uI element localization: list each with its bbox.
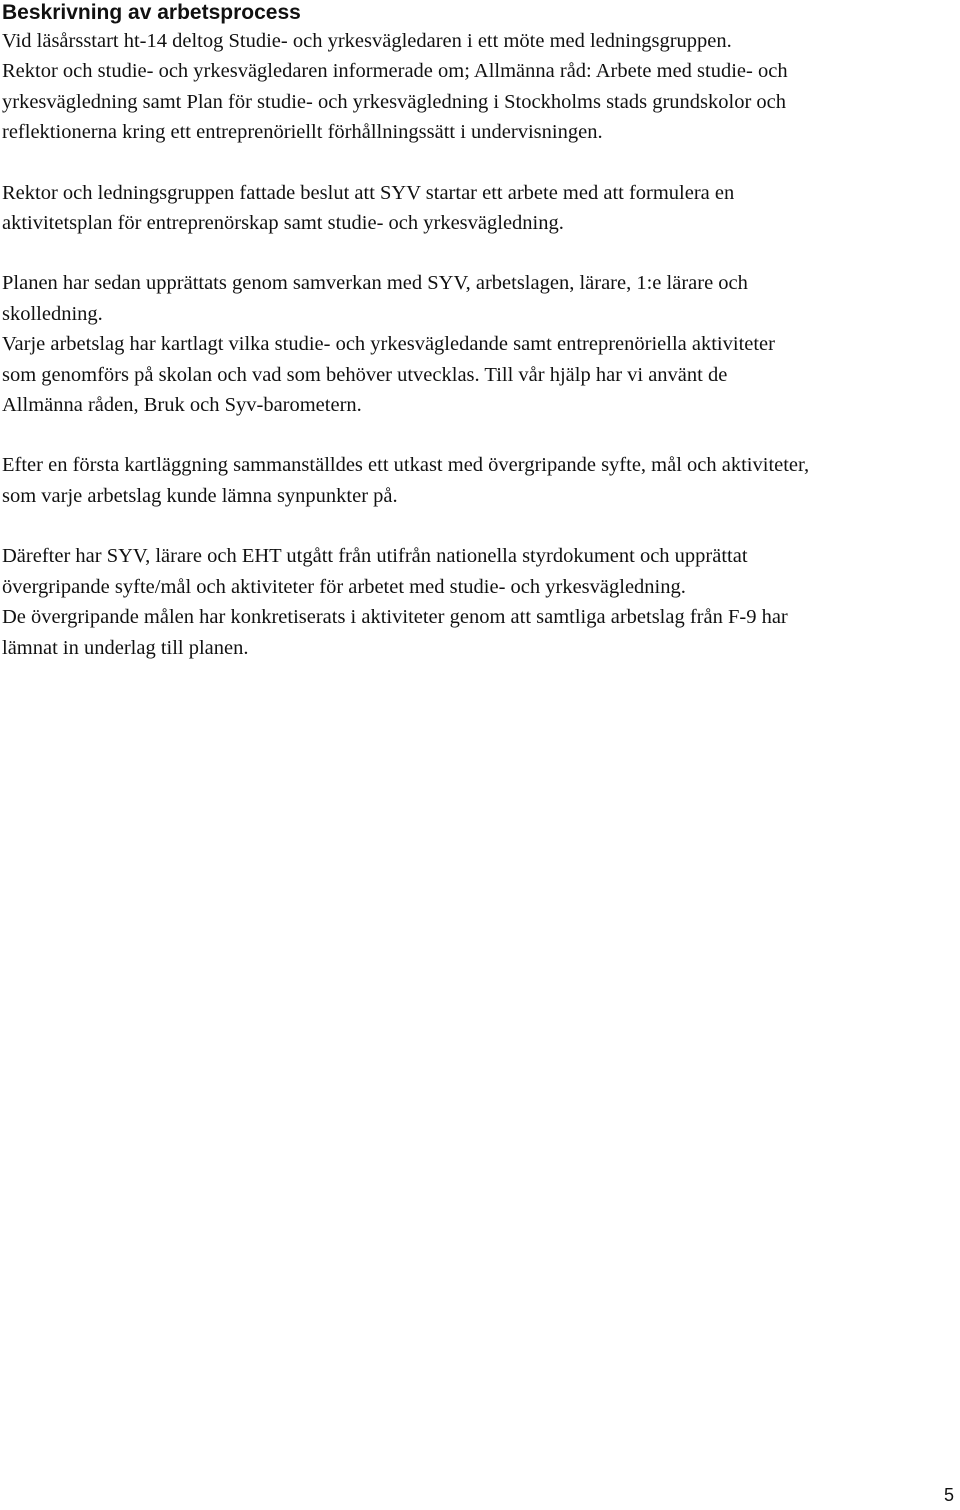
- paragraph-line: De övergripande målen har konkretiserats i aktiviteter genom att samtliga arbetslag från F-9 har: [2, 606, 788, 629]
- paragraph-goals: [2, 541, 952, 663]
- paragraph-decision: [2, 178, 952, 239]
- paragraph-line: lämnat in underlag till planen.: [2, 636, 249, 659]
- paragraph-line: som varje arbetslag kunde lämna synpunkter på.: [2, 484, 398, 507]
- paragraph-line: skolledning.: [2, 302, 103, 325]
- paragraph-line: Planen har sedan upprättats genom samverkan med SYV, arbetslagen, lärare, 1:e lärare och: [2, 272, 748, 295]
- paragraph-gap: [2, 148, 952, 178]
- page-number: 5: [943, 1485, 954, 1505]
- paragraph-meeting: [2, 26, 952, 148]
- paragraph-line: Efter en första kartläggning sammanställdes ett utkast med övergripande syfte, mål och aktiviteter,: [2, 454, 810, 477]
- paragraph-line: Rektor och ledningsgruppen fattade beslut att SYV startar ett arbete med att formulera en: [2, 181, 735, 204]
- paragraph-line: Rektor och studie- och yrkesvägledaren informerade om; Allmänna råd: Arbete med studie- och: [2, 60, 788, 83]
- paragraph-draft: [2, 450, 952, 511]
- paragraph-line: aktivitetsplan för entreprenörskap samt studie- och yrkesvägledning.: [2, 212, 564, 235]
- paragraph-collaboration: [2, 268, 952, 420]
- paragraph-gap: [2, 420, 952, 450]
- paragraph-gap: [2, 238, 952, 268]
- section-heading: Beskrivning av arbetsprocess: [2, 1, 301, 24]
- paragraph-line: som genomförs på skolan och vad som behöver utvecklas. Till vår hjälp har vi använt de: [2, 363, 728, 386]
- paragraph-line: Vid läsårsstart ht-14 deltog Studie- och yrkesvägledaren i ett möte med ledningsgruppen.: [2, 30, 732, 52]
- paragraph-line: yrkesvägledning samt Plan för studie- och yrkesvägledning i Stockholms stads grundskolor och: [2, 90, 787, 113]
- paragraph-line: Varje arbetslag har kartlagt vilka studie- och yrkesvägledande samt entreprenöriella aktiviteter: [2, 333, 775, 356]
- paragraph-line: övergripande syfte/mål och aktiviteter för arbetet med studie- och yrkesvägledning.: [2, 575, 686, 598]
- paragraph-line: Allmänna råden, Bruk och Syv-barometern.: [2, 394, 362, 417]
- paragraph-gap: [2, 511, 952, 541]
- document-page: [2, 0, 952, 663]
- paragraph-line: reflektionerna kring ett entreprenöriellt förhållningssätt i undervisningen.: [2, 121, 603, 144]
- paragraph-line: Därefter har SYV, lärare och EHT utgått från utifrån nationella styrdokument och upprättat: [2, 545, 748, 568]
